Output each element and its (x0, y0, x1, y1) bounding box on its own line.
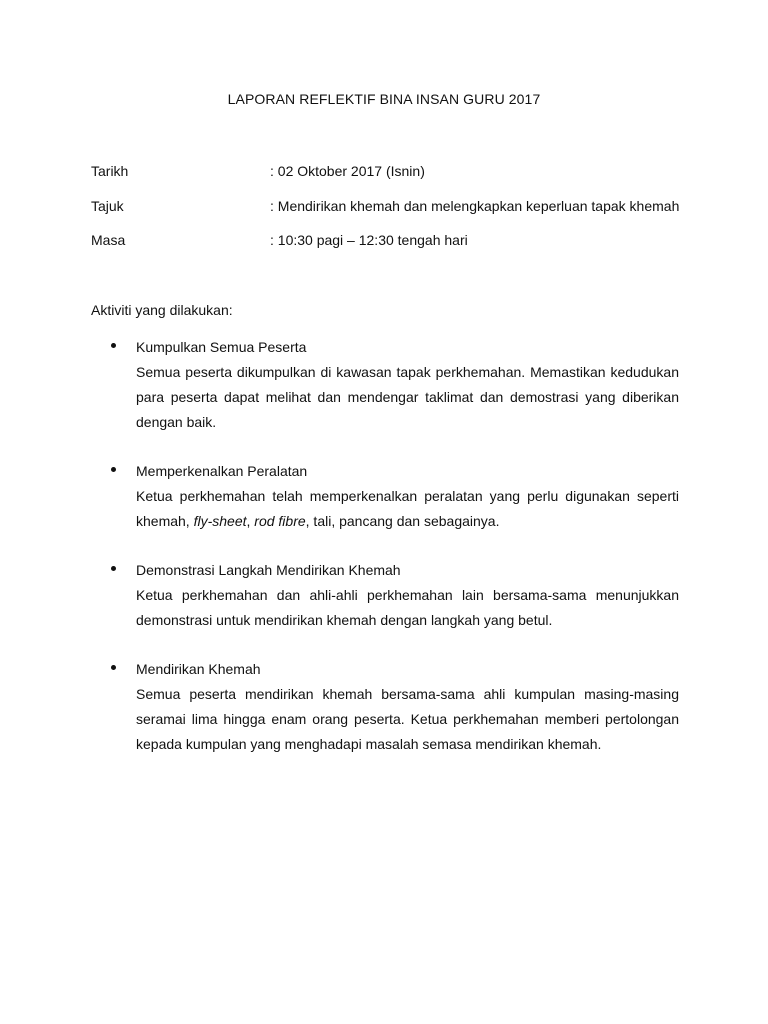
activities-heading: Aktiviti yang dilakukan: (91, 302, 233, 318)
activity-list (91, 335, 679, 781)
detail-value-time: : 10:30 pagi – 12:30 tengah hari (270, 232, 468, 248)
detail-label-topic: Tajuk (91, 197, 124, 214)
bullet-icon (111, 665, 116, 670)
description-text-end: , tali, pancang dan sebagainya. (305, 513, 500, 529)
bullet-icon (111, 467, 116, 472)
activity-title: Kumpulkan Semua Peserta (136, 339, 307, 355)
activity-title: Demonstrasi Langkah Mendirikan Khemah (136, 562, 401, 578)
activity-title: Memperkenalkan Peralatan (136, 463, 308, 479)
list-item (91, 459, 679, 534)
detail-row-time (91, 231, 691, 266)
report-details (91, 162, 691, 266)
activity-description: Semua peserta dikumpulkan di kawasan tapak perkhemahan. Memastikan kedudukan para peserta dapat melihat dan mendengar taklimat dan demostrasi yang diberikan dengan baik. (136, 364, 679, 430)
activity-description: Semua peserta mendirikan khemah bersama-sama ahli kumpulan masing-masing seramai lima hingga enam orang peserta. Ketua perkhemahan memberi pertolongan kepada kumpulan yang menghadapi masalah semasa mendirikan khemah. (136, 686, 679, 752)
term-rod-fibre: rod fibre (254, 513, 306, 529)
detail-row-topic (91, 197, 691, 232)
list-item (91, 657, 679, 757)
detail-row-date (91, 162, 691, 197)
bullet-icon (111, 566, 116, 571)
detail-label-date: Tarikh (91, 163, 129, 179)
bullet-icon (111, 343, 116, 348)
activity-description (136, 484, 679, 534)
activity-description: Ketua perkhemahan dan ahli-ahli perkhemahan lain bersama-sama menunjukkan demonstrasi untuk mendirikan khemah dengan langkah yang betul. (136, 587, 679, 628)
activity-title: Mendirikan Khemah (136, 661, 261, 677)
description-separator: , (246, 513, 255, 529)
list-item (91, 335, 679, 435)
detail-value-date: : 02 Oktober 2017 (Isnin) (270, 163, 425, 179)
term-fly-sheet: fly-sheet (193, 513, 247, 529)
list-item (91, 558, 679, 633)
document-title: LAPORAN REFLEKTIF BINA INSAN GURU 2017 (227, 91, 541, 107)
description-text: Ketua perkhemahan telah memperkenalkan peralatan yang perlu digunakan seperti khemah, (136, 488, 679, 529)
detail-value-topic: : Mendirikan khemah dan melengkapkan keperluan tapak khemah (270, 197, 680, 214)
detail-label-time: Masa (91, 232, 126, 248)
